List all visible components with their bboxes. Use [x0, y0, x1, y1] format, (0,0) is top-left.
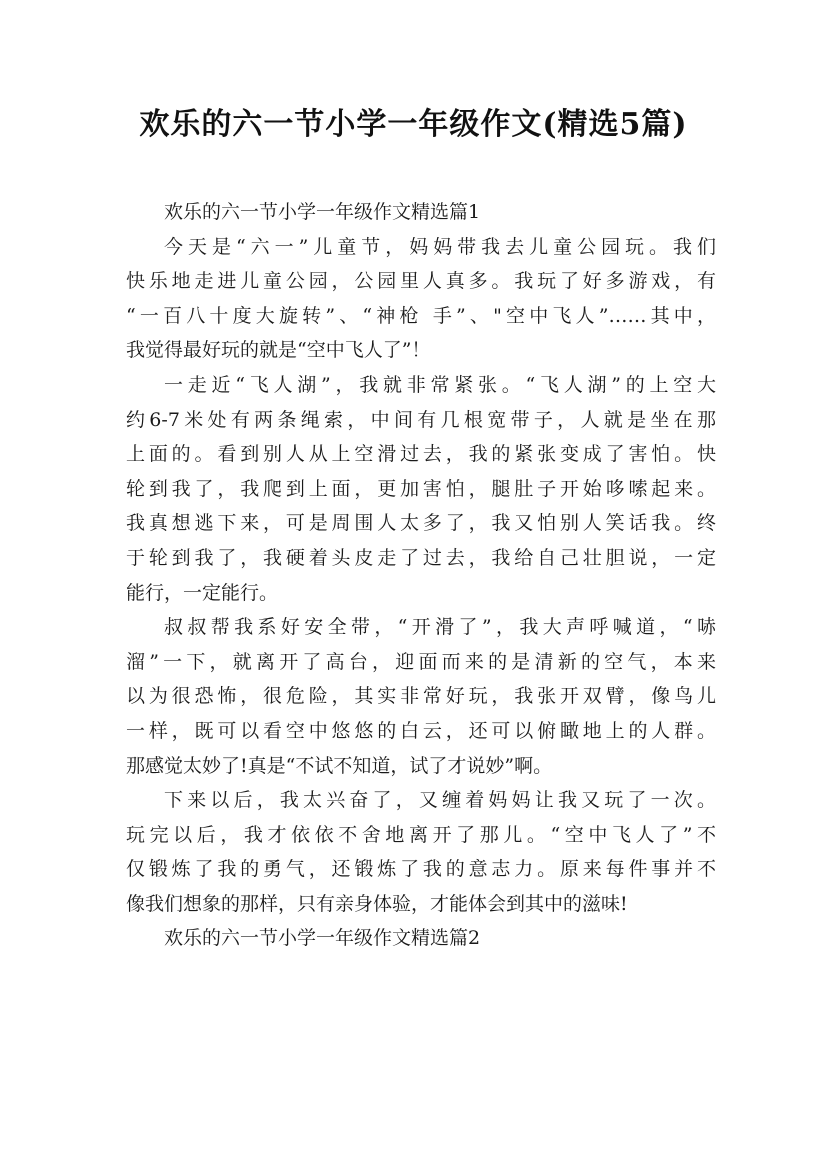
section-heading [126, 195, 716, 230]
paragraph [126, 368, 716, 610]
text-line: 今天是“六一”儿童节，妈妈带我去儿童公园玩。我们 [164, 235, 716, 258]
text-line: “一百八十度大旋转”、“神枪 手”、"空中飞人”……其中， [126, 304, 716, 327]
text-line: 能行，一定能行。 [126, 581, 279, 604]
text-line: 上面的。看到别人从上空滑过去，我的紧张变成了害怕。快 [126, 443, 716, 466]
text-line: 轮到我了，我爬到上面，更加害怕，腿肚子开始哆嗦起来。 [126, 477, 716, 500]
text-line: 快乐地走进儿童公园，公园里人真多。我玩了好多游戏，有 [126, 270, 716, 293]
text-line: 以为很恐怖，很危险，其实非常好玩，我张开双臂，像鸟儿 [126, 685, 716, 708]
text-line: 我觉得最好玩的就是“空中飞人了”！ [126, 339, 431, 362]
text-line: 叔叔帮我系好安全带，“开滑了”，我大声呼喊道，“哧 [164, 616, 716, 639]
text-line: 溜”一下，就离开了高台，迎面而来的是清新的空气，本来 [126, 650, 716, 673]
text-line: 仅锻炼了我的勇气，还锻炼了我的意志力。原来每件事并不 [126, 858, 716, 881]
text-line: 一走近“飞人湖”，我就非常紧张。“飞人湖”的上空大 [164, 373, 716, 396]
paragraph [126, 783, 716, 921]
text-line: 那感觉太妙了!真是“不试不知道，试了才说妙”啊。 [126, 754, 553, 777]
document-body [126, 195, 716, 956]
text-line: 像我们想象的那样，只有亲身体验，才能体会到其中的滋味! [126, 892, 628, 915]
document-title: 欢乐的六一节小学一年级作文(精选5篇) [139, 107, 688, 142]
text-line: 下来以后，我太兴奋了，又缠着妈妈让我又玩了一次。 [164, 789, 716, 812]
paragraph [126, 230, 716, 368]
text-line: 约6-7米处有两条绳索，中间有几根宽带子，人就是坐在那 [126, 408, 716, 431]
text-line: 一样，既可以看空中悠悠的白云，还可以俯瞰地上的人群。 [126, 719, 716, 742]
text-line: 于轮到我了，我硬着头皮走了过去，我给自己壮胆说，一定 [126, 546, 716, 569]
text-line: 我真想逃下来，可是周围人太多了，我又怕别人笑话我。终 [126, 512, 716, 535]
text-line: 玩完以后，我才依依不舍地离开了那儿。“空中飞人了”不 [126, 823, 716, 846]
paragraph [126, 610, 716, 783]
text-line: 欢乐的六一节小学一年级作文精选篇2 [164, 927, 481, 950]
section-heading [126, 921, 716, 956]
text-line: 欢乐的六一节小学一年级作文精选篇1 [164, 201, 481, 223]
